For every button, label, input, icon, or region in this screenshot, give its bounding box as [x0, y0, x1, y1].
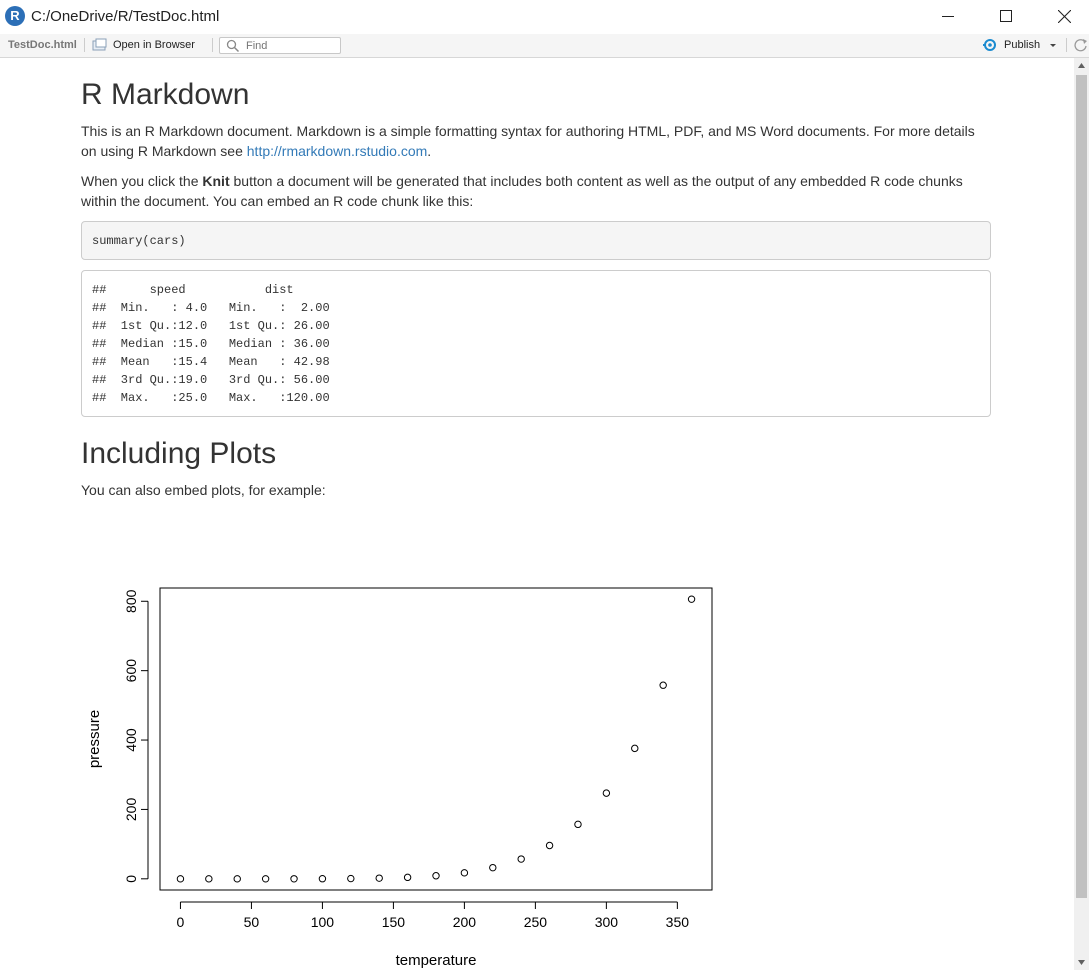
y-tick-label: 400 — [123, 728, 139, 752]
data-point — [603, 790, 609, 796]
data-point — [262, 876, 268, 882]
find-input[interactable] — [246, 38, 336, 53]
window-title: C:/OneDrive/R/TestDoc.html — [31, 8, 220, 25]
data-point — [177, 876, 183, 882]
x-axis-label: temperature — [395, 952, 477, 969]
code-text: summary(cars) — [92, 234, 186, 248]
y-axis-label: pressure — [86, 709, 103, 769]
data-point — [234, 876, 240, 882]
y-tick-label: 600 — [123, 658, 139, 683]
data-point — [376, 875, 382, 881]
paragraph-intro-end: . — [427, 143, 432, 159]
x-tick-label: 300 — [594, 914, 619, 930]
pressure-plot — [0, 58, 1074, 970]
data-point — [632, 745, 638, 751]
data-point — [291, 876, 297, 882]
data-point — [404, 874, 410, 880]
search-icon — [226, 39, 240, 53]
data-point — [319, 876, 325, 882]
title-bar — [0, 0, 1089, 34]
plot-frame — [160, 588, 712, 890]
close-icon — [1058, 10, 1071, 23]
data-point — [490, 864, 496, 870]
knit-bold-text: Knit — [202, 173, 230, 189]
data-point — [546, 842, 552, 848]
data-point — [688, 596, 694, 602]
rmarkdown-link[interactable]: http://rmarkdown.rstudio.com — [246, 143, 428, 159]
heading-including-plots: Including Plots — [81, 437, 277, 470]
x-tick-label: 350 — [665, 914, 690, 930]
toolbar-divider — [212, 38, 213, 52]
publish-icon — [982, 38, 998, 52]
output-text: ## speed dist ## Min. : 4.0 Min. : 2.00 ## 1st Qu.:12.0 1st Qu.: 26.00 ## Median :15.0 Median : 36.00 ## Mean :15.4 Mean : 42.98 ## 3rd Qu.:19.0 3rd Qu.: 56.00 ## Max. :25.0 Max. :120.00 — [92, 283, 330, 405]
maximize-icon — [1000, 10, 1012, 22]
paragraph-knit-after: button a document will be generated that includes both content as well as the output of any embedded R code chunks within the document. You can embed an R code chunk like this: — [81, 173, 963, 209]
vertical-scrollbar[interactable] — [1074, 58, 1089, 970]
data-point — [660, 682, 666, 688]
y-tick-label: 200 — [123, 797, 139, 822]
data-point — [348, 875, 354, 881]
viewer-toolbar — [0, 34, 1089, 58]
publish-label: Publish — [1004, 39, 1041, 51]
paragraph-knit-before: When you click the — [81, 173, 203, 189]
open-in-browser-label: Open in Browser — [113, 39, 195, 51]
minimize-button[interactable] — [919, 0, 977, 32]
paragraph-intro-text: This is an R Markdown document. Markdown is a simple formatting syntax for authoring HTML, PDF, and MS Word documents. For more details on using R Markdown see — [81, 123, 975, 159]
data-point — [461, 870, 467, 876]
publish-button[interactable] — [982, 38, 1059, 52]
data-point — [575, 821, 581, 827]
y-tick-label: 800 — [123, 589, 139, 613]
x-tick-label: 50 — [243, 914, 260, 930]
scrollbar-thumb[interactable] — [1076, 75, 1087, 898]
x-tick-label: 200 — [452, 914, 477, 930]
x-axis — [177, 902, 690, 930]
y-axis — [123, 589, 148, 882]
toolbar-divider — [84, 38, 85, 52]
x-tick-label: 150 — [381, 914, 406, 930]
document-viewport — [0, 58, 1074, 970]
close-button[interactable] — [1035, 0, 1089, 32]
maximize-button[interactable] — [977, 0, 1035, 32]
scroll-down-icon[interactable] — [1074, 955, 1089, 970]
open-in-browser-button[interactable] — [92, 38, 195, 52]
y-tick-label: 0 — [123, 874, 139, 883]
x-tick-label: 0 — [176, 914, 185, 930]
paragraph-plots: You can also embed plots, for example: — [81, 482, 326, 498]
refresh-icon[interactable] — [1074, 38, 1088, 52]
minimize-icon — [942, 10, 954, 22]
heading-r-markdown: R Markdown — [81, 78, 250, 111]
data-point — [433, 873, 439, 879]
data-point — [206, 876, 212, 882]
chevron-down-icon — [1047, 40, 1059, 50]
r-logo-icon: R — [5, 6, 25, 26]
data-point — [518, 856, 524, 862]
toolbar-divider — [1066, 38, 1067, 52]
find-box[interactable] — [219, 37, 341, 54]
scatter-points — [177, 596, 695, 882]
file-name-label: TestDoc.html — [8, 39, 77, 51]
x-tick-label: 100 — [310, 914, 335, 930]
browser-icon — [92, 38, 108, 52]
scroll-up-icon[interactable] — [1074, 58, 1089, 73]
x-tick-label: 250 — [523, 914, 548, 930]
